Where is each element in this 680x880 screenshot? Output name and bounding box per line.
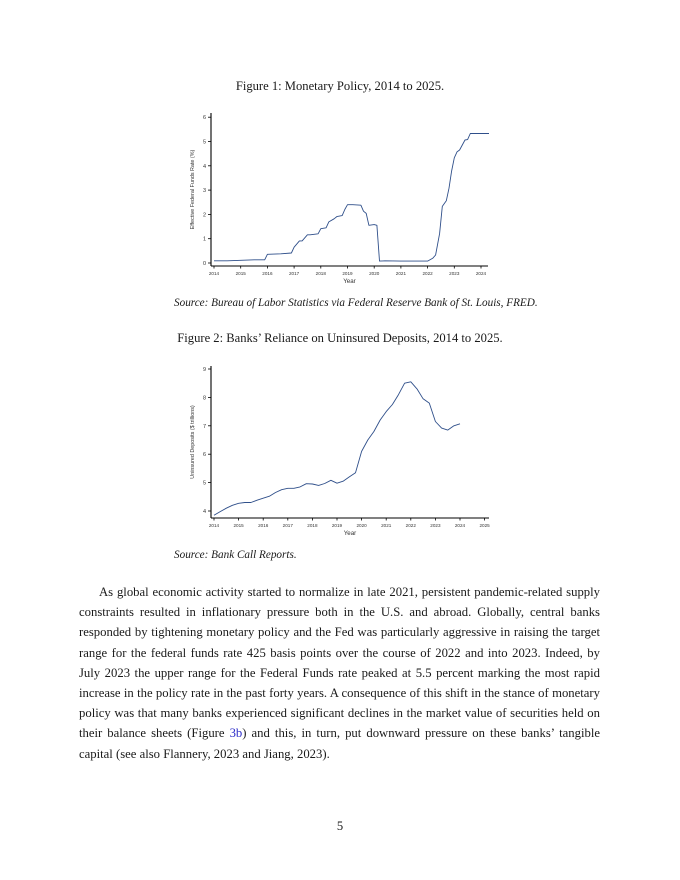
y-tick-label: 7 [202, 423, 206, 430]
figure-3b-link[interactable]: 3b [229, 726, 243, 741]
x-tick-label: 2017 [282, 523, 293, 528]
x-tick-label: 2019 [342, 271, 353, 276]
x-tick-label: 2015 [233, 523, 244, 528]
uninsured-deposits-chart [190, 366, 490, 537]
x-tick-label: 2021 [381, 523, 392, 528]
x-tick-label: 2018 [307, 523, 318, 528]
x-tick-label: 2022 [422, 271, 433, 276]
y-tick-label: 1 [202, 236, 206, 243]
y-tick-label: 9 [202, 367, 206, 373]
x-tick-label: 2025 [479, 523, 490, 528]
paragraph-text-part2: ) and this, in turn, put downward pressure on these banks’ tangible capital (see also Flannery, 2023 and Jiang, 2023). [79, 726, 600, 761]
page-number: 5 [336, 819, 344, 833]
y-tick-label: 6 [202, 115, 206, 122]
y-tick-label: 2 [202, 212, 206, 219]
paragraph-text-part1: As global economic activity started to normalize in late 2021, persistent pandemic-related supply constraints resulted in inflationary pressure both in the U.S. and abroad. Globally, central banks responded by tightening monetary policy and the Fed was particularly aggressive in raising the target range for the federal funds rate 425 basis points over the course of 2022 and into 2023. Indeed, by July 2023 the upper range for the Federal Funds rate peaked at 5.5 percent marking the most rapid increase in the policy rate in the past forty years. A consequence of this shift in the stance of monetary policy was that many banks experienced significant declines in the market value of securities held on their balance sheets (Figure [79, 585, 600, 741]
x-tick-label: 2024 [475, 271, 487, 276]
data-line [214, 382, 460, 516]
x-tick-label: 2023 [449, 271, 460, 276]
data-line [214, 134, 489, 262]
x-tick-label: 2023 [430, 523, 441, 528]
figure-2-source: Source: Bank Call Reports. [174, 549, 297, 561]
x-tick-label: 2016 [258, 523, 269, 528]
x-axis-label: Year [343, 530, 357, 537]
x-tick-label: 2019 [331, 523, 343, 528]
x-axis-label: Year [343, 278, 356, 285]
y-axis-label: Uninsured Deposits ($ trillions) [190, 405, 196, 479]
y-tick-label: 3 [202, 188, 206, 195]
figure-1-source: Source: Bureau of Labor Statistics via Federal Reserve Bank of St. Louis, FRED. [174, 297, 538, 309]
x-tick-label: 2018 [315, 271, 326, 276]
y-tick-label: 6 [202, 452, 206, 459]
x-tick-label: 2014 [208, 271, 220, 276]
x-tick-label: 2024 [454, 523, 466, 528]
x-tick-label: 2022 [405, 523, 416, 528]
x-tick-label: 2014 [208, 523, 220, 528]
y-tick-label: 5 [202, 139, 206, 146]
y-tick-label: 5 [202, 480, 206, 487]
figure-2-caption: Figure 2: Banks’ Reliance on Uninsured Deposits, 2014 to 2025. [177, 331, 503, 345]
x-tick-label: 2020 [369, 271, 380, 276]
x-tick-label: 2015 [235, 271, 246, 276]
figure-1-caption: Figure 1: Monetary Policy, 2014 to 2025. [235, 79, 445, 93]
y-tick-label: 4 [202, 509, 206, 515]
x-tick-label: 2016 [262, 271, 273, 276]
y-tick-label: 4 [202, 163, 206, 170]
x-tick-label: 2021 [395, 271, 407, 276]
y-tick-label: 0 [202, 261, 206, 267]
body-paragraph [79, 582, 600, 764]
y-axis-label: Effective Federal Funds Rate (%) [190, 149, 196, 230]
y-tick-label: 8 [202, 395, 206, 402]
x-tick-label: 2017 [288, 271, 300, 276]
fed-funds-rate-chart [190, 113, 489, 285]
x-tick-label: 2020 [356, 523, 367, 528]
